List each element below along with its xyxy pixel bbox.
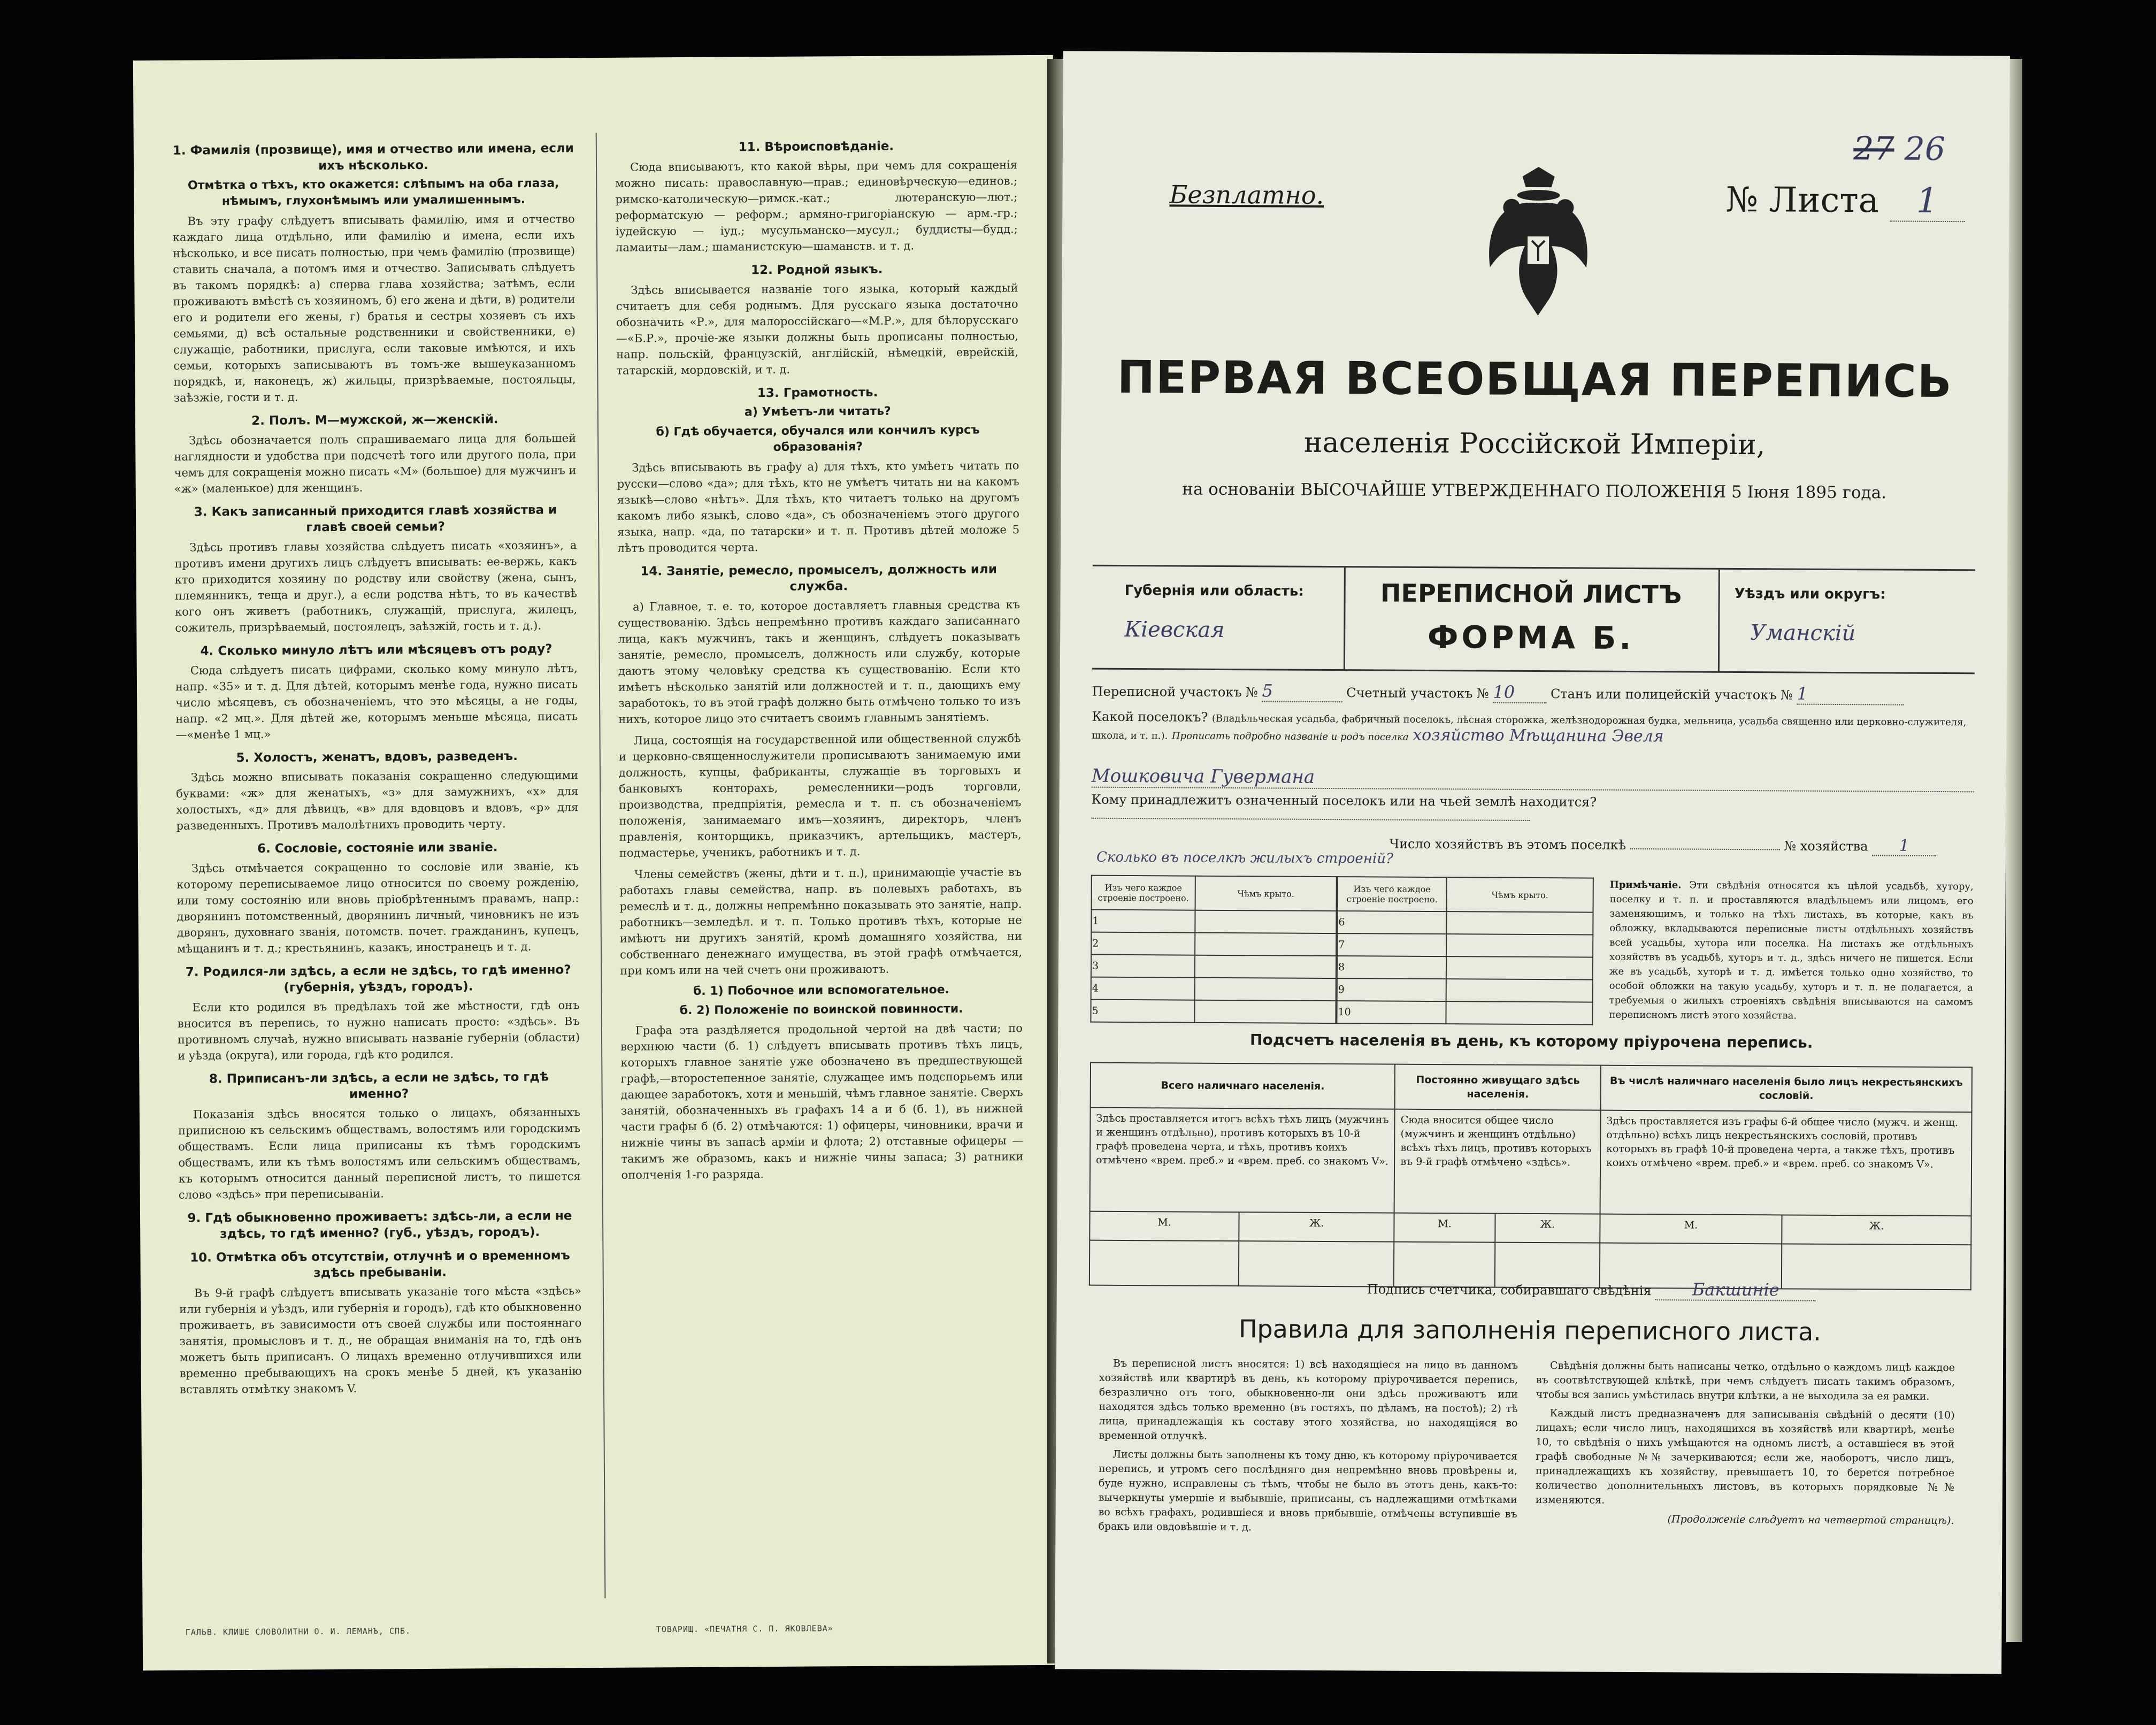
section-heading: 2. Полъ. М—мужской, ж—женскій.	[251, 412, 498, 428]
row-number: 1	[1091, 910, 1195, 933]
signature-label: Подпись счетчика, собиравшаго свѣдѣнія	[1367, 1282, 1652, 1299]
rules-column-1	[1098, 1356, 1518, 1540]
row-number: 9	[1337, 978, 1446, 1001]
section-text: Здѣсь вписывають въ графу а) для тѣхъ, кто умѣетъ читать по русски—слово «да»; для тѣхъ, кто не умѣетъ читать ни на какомъ языкѣ—слово «нѣтъ». Для тѣхъ, кто читаетъ только на другомъ какомъ либо языкѣ, слово «да», съ обозначеніемъ этого другого языка, напр. «да, по татарски» и т. п. Противъ дѣтей моложе 5 лѣтъ проводится черта.	[617, 459, 1020, 555]
census-subtitle: населенія Россійской Имперіи,	[1303, 426, 1766, 462]
poselok-value[interactable]: хозяйство Мѣщанина Эвеля	[1413, 725, 1664, 746]
table-row[interactable]	[1337, 911, 1593, 935]
section-text: Члены семействъ (жены, дѣти и т. п.), принимающіе участіе въ работахъ главы семейства, напр. въ полевыхъ работахъ, въ ремеслѣ и т. д., должны непремѣнно показывать это занятіе, напр. работникъ—земледѣл. и т. п. Только противъ тѣхъ, которые не имѣютъ ни другихъ занятій, кромѣ домашняго хозяйства, ни собственнаго денежнаго имущества, въ этой графѣ отмѣчается, при комъ или на чей счетъ они проживаютъ.	[619, 865, 1023, 977]
table-row[interactable]	[1091, 910, 1336, 933]
table-row[interactable]	[1091, 1000, 1336, 1023]
poselok-label: Какой поселокъ?	[1092, 709, 1208, 725]
schetny-label: Счетный участокъ №	[1346, 685, 1489, 701]
row-number: 5	[1091, 1000, 1194, 1023]
row-number: 3	[1091, 955, 1195, 978]
population-count-title: Подсчетъ населенія въ день, къ которому пріурочена перепись.	[1250, 1031, 1813, 1052]
row-number: 8	[1337, 956, 1446, 979]
rules-text: Въ переписной листъ вносятся: 1) всѣ находящiеся на лицо въ данномъ хозяйствѣ или квартирѣ въ день, къ которому пріурочивается перепись, безразлично отъ того, обыкновенно-ли они здѣсь проживаютъ или находятся здѣсь только временно (въ гостяхъ, по дѣламъ, на постоѣ); 2) тѣ лица, принадлежащія къ составу этого хозяйства, но находящіяся во временной отлучкѣ.	[1099, 1357, 1518, 1442]
sheet-number: 26	[1904, 130, 1946, 168]
section-heading: 13. Грамотность.	[757, 385, 878, 401]
section-text: Въ эту графу слѣдуетъ вписывать фамилію, имя и отчество каждаго лица отдѣльно, или фамилію и имена, если ихъ нѣсколько, и все писать полностью, при чемъ фамилію (прозвище) ставить сначала, а потомъ имя и отчество. Записывать слѣдуетъ въ такомъ порядкѣ: а) сперва глава хозяйства; затѣмъ, если проживаютъ вмѣстѣ съ хозяиномъ, б) его жена и дѣти, в) родители его и родители его жены, г) братья и сестры хозяевъ съ ихъ семьями, д) всѣ остальные родственники и свойственники, е) служащіе, работники, прислуга, если таковые имѣются, и ихъ семьи, которыхъ записываютъ въ томъ-же вышеуказанномъ порядкѣ, и, наконецъ, ж) жильцы, призрѣваемые, постояльцы, заѣзжіе, гости и т. д.	[172, 212, 576, 404]
pop-text-present: Здѣсь проставляется итогъ всѣхъ тѣхъ лицъ (мужчинъ и женщинъ отдѣльно), противъ которыхъ въ 10-й графѣ проведена черта, и тѣхъ, противъ коихъ отмѣчено «врем. преб.» и «врем. преб. со знакомъ V».	[1090, 1108, 1395, 1213]
stan-value[interactable]: 1	[1797, 684, 1904, 706]
sheet-number-handwritten	[1853, 130, 1945, 168]
male-label: М.	[1600, 1214, 1782, 1244]
female-label: Ж.	[1495, 1214, 1600, 1243]
uezd-value[interactable]: Уманскій	[1750, 620, 1856, 646]
divider	[1344, 568, 1346, 669]
census-title: ПЕРВАЯ ВСЕОБЩАЯ ПЕРЕПИСЬ	[1117, 350, 1953, 408]
male-label: М.	[1394, 1213, 1495, 1243]
guberniya-label: Губернія или область:	[1124, 582, 1304, 600]
pop-text-non-peasant: Здѣсь проставляется изъ графы 6-й общее число (мужч. и женщ. отдѣльно) всѣхъ лицъ некрестьянскихъ сословій, противъ которыхъ въ графѣ 10-й проведена черта, а также тѣхъ, противъ коихъ отмѣчено «врем. преб.» и «врем. преб. со знакомъ V».	[1600, 1110, 1971, 1216]
struck-sheet-number: 27	[1853, 130, 1894, 168]
section-text: Здѣсь обозначается полъ спрашиваемаго лица для большей наглядности и удобства при подсчетѣ того или другого пола, при чемъ для сокращенія можно писать «М» (большое) для мужчинъ и «ж» (маленькое) для женщинъ.	[174, 432, 577, 495]
section-heading: 7. Родился-ли здѣсь, а если не здѣсь, то гдѣ именно? (губернія, уѣздъ, городъ).	[185, 963, 571, 995]
section-heading: 6. Сословіе, состояніе или званіе.	[257, 840, 498, 856]
pop-header-present: Всего наличнаго населенія.	[1091, 1063, 1395, 1109]
table-row[interactable]	[1337, 1001, 1592, 1025]
rules-column-2	[1535, 1359, 1955, 1543]
uchastok-label: Переписной участокъ №	[1092, 684, 1259, 700]
row-number: 4	[1091, 977, 1195, 1000]
bldg-col-roof: Чѣмъ крыто.	[1447, 877, 1593, 912]
table-row[interactable]	[1091, 955, 1336, 978]
stan-label: Станъ или полицейскій участокъ №	[1550, 686, 1793, 703]
section-subheading: а) Умѣетъ-ли читать?	[744, 404, 891, 419]
section-subheading: б. 2) Положеніе по воинской повинности.	[679, 1002, 963, 1018]
rules-columns	[1098, 1356, 1955, 1543]
section-text: Графа эта раздѣляется продольной чертой на двѣ части; по верхнюю части (б. 1) слѣдуетъ вписывать противъ тѣхъ лицъ, которыхъ главное занятіе уже обозначено въ предшествующей графѣ,—второстепенное занятіе, служащее имъ подспорьемъ или дающее заработокъ, хотя и меньшій, чѣмъ главное занятіе. Сверхъ занятій, обозначенныхъ въ графахъ 14 а и б (б. 1), въ нижней части графы б (б. 2) отмѣчаются: 1) офицеры, чиновники, врачи и нижніе чины въ запасѣ армiи и флота; 2) отставные офицеры — такимъ же образомъ, какъ и нижніе чины запаса; 3) ратники ополченія 1-го разряда.	[620, 1022, 1024, 1182]
district-line	[1092, 680, 1975, 706]
pop-male-present-cell[interactable]	[1089, 1240, 1239, 1286]
instructions-column-1	[172, 133, 584, 1601]
row-number: 10	[1337, 1001, 1446, 1024]
imperial-eagle-emblem-icon	[1479, 165, 1598, 321]
buildings-label: Сколько въ поселкѣ жилыхъ строеній?	[1096, 849, 1394, 867]
female-label: Ж.	[1239, 1212, 1394, 1242]
section-text: Здѣсь вписывается названіе того языка, который каждый считаетъ для себя роднымъ. Для русскаго языка достаточно обозначить «Р.», для малороссійскаго—«М.Р.», для бѣлорусскаго—«Б.Р.», прочiе-же языки должны быть прописаны полностью, напр. польскій, французскій, англійскій, нѣмецкій, еврейскій, татарскій, мордовскій, и т. д.	[616, 281, 1019, 377]
section-text: Здѣсь можно вписывать показанія сокращенно следующими буквами: «ж» для женатыхъ, «з» для замужнихъ, «х» для холостыхъ, «д» для дѣвицъ, «в» для вдовцовъ и вдовъ, «р» для разведенныхъ. Противъ малолѣтнихъ проводить черту.	[176, 769, 579, 832]
printer-mark-left: ГАЛЬВ. КЛИШЕ СЛОВОЛИТНИ О. И. ЛЕМАНЪ, СПБ.	[185, 1626, 411, 1637]
buildings-table-right	[1336, 876, 1593, 1025]
section-heading: 12. Родной языкъ.	[750, 262, 883, 278]
section-text: Здѣсь противъ главы хозяйства слѣдуетъ писать «хозяинъ», а противъ имени другихъ лицъ слѣдуетъ вписывать: ее-вержь, какъ кто приходится хозяину по родству или свойству (жена, сынъ, племянникъ, теща и друг.), а если родства нѣтъ, то въ качествѣ кого онъ живетъ (работникъ, служащій, прислуга, жилецъ, сожитель, призрѣваемый, постоялецъ, заѣзжій, гость и т. д.).	[174, 539, 578, 634]
owner-line	[1091, 792, 1974, 827]
bldg-col-roof: Чѣмъ крыто.	[1195, 876, 1337, 911]
households-label: Число хозяйствъ въ этомъ поселкѣ	[1389, 836, 1626, 853]
note-label: Примѣчаніе.	[1609, 879, 1682, 891]
section-text: а) Главное, т. е. то, которое доставляетъ главныя средства къ существованію. Здѣсь непремѣнно противъ каждаго записаннаго лица, какъ мужчинъ, такъ и женщинъ, слѣдуетъ показывать занятіе, ремесло, промыселъ, должность или службу, которые даютъ этому человѣку средства къ существованію. Если кто имѣетъ нѣсколько занятій или должностей и т. п., дающихъ ему заработокъ, то въ этой графѣ должно быть отмѣчено только то изъ нихъ, которое лицо это считаетъ своимъ главнымъ занятіемъ.	[618, 598, 1021, 726]
section-heading: 14. Занятіе, ремесло, промыселъ, должность или служба.	[640, 562, 998, 594]
sheet-number-value[interactable]: 1	[1890, 181, 1965, 222]
divider	[1718, 570, 1720, 671]
rules-continued: (Продолженіе слѣдуетъ на четвертой страницѣ).	[1667, 1513, 1954, 1527]
owner-value[interactable]	[1091, 818, 1530, 821]
schetny-value[interactable]: 10	[1493, 682, 1546, 704]
pop-text-resident: Сюда вносится общее число (мужчинъ и женщинъ отдѣльно) всѣхъ тѣхъ лицъ, противъ которыхъ въ 9-й графѣ отмѣчено «здѣсь».	[1394, 1109, 1601, 1214]
pop-header-resident: Постоянно живущаго здѣсь населенія.	[1395, 1064, 1601, 1110]
row-number: 6	[1337, 911, 1446, 934]
signature-line	[1367, 1277, 1955, 1302]
household-no-value[interactable]: 1	[1872, 836, 1936, 856]
form-name: ФОРМА Б.	[1427, 618, 1635, 656]
section-heading: 5. Холостъ, женатъ, вдовъ, разведенъ.	[236, 749, 518, 765]
poselok-value-continued[interactable]: Мошковича Гувермана	[1092, 765, 1974, 793]
instructions-column-2	[596, 130, 1026, 1598]
section-heading: 11. Вѣроисповѣданіе.	[738, 139, 894, 155]
section-text: Если кто родился въ предѣлахъ той же мѣстности, гдѣ онъ вносится въ перепись, то нужно написать просто: «здѣсь». Въ противномъ случаѣ, нужно вписывать названіе губерніи (области) и уѣзда (округа), или города, гдѣ кто родился.	[177, 999, 580, 1062]
census-legal-basis: на основаніи ВЫСОЧАЙШЕ УТВЕРЖДЕННАГО ПОЛОЖЕНІЯ 5 Іюня 1895 года.	[1182, 479, 1887, 503]
signature-value[interactable]: Бакшиніе	[1655, 1279, 1816, 1301]
census-form-page	[1055, 51, 2010, 1674]
rules-title: Правила для заполненія переписного листа.	[1238, 1314, 1822, 1346]
male-label: М.	[1089, 1212, 1239, 1241]
section-subheading: б) Гдѣ обучается, обучался или кончилъ курсъ образованія?	[656, 423, 980, 454]
section-heading: 4. Сколько минуло лѣтъ или мѣсяцевъ отъ роду?	[200, 642, 553, 658]
section-text: Сюда слѣдуетъ писать цифрами, сколько кому минуло лѣтъ, напр. «35» и т. д. Для дѣтей, которымъ менѣе года, нужно писать число мѣсяцевъ, съ обозначеніемъ, что это мѣсяцы, а не годы, напр. «2 мц.». Для дѣтей же, которымъ меньше мѣсяца, писать—«менѣе 1 мц.»	[175, 662, 578, 741]
pop-header-non-peasant: Въ числѣ наличнаго населенія было лицъ некрестьянскихъ сословій.	[1600, 1065, 1972, 1113]
buildings-note	[1609, 878, 1973, 1024]
note-text: Эти свѣдѣнія относятся къ цѣлой усадьбѣ, хутору, поселку и т. п. и проставляются владѣльцемъ или лицомъ, его заменяющимъ, и только на тѣхъ листахъ, въ которые, какъ въ обложку, вкладываются переписные листы отдѣльныхъ хозяйствъ всей усадьбы, хутора или поселка. На листахъ же отдѣльныхъ хозяйствъ въ усадьбѣ, хуторъ и т. д., здѣсь ничего не пишется. Если же въ усадьбѣ, хуторѣ и т. д. имѣется только одно хозяйство, то особой обложки на такую усадьбу, хуторъ и т. п. не полагается, а требуемыя о жилыхъ строеніяхъ свѣдѣнія вписываются на самомъ переписномъ листѣ этого хозяйства.	[1609, 879, 1974, 1022]
household-no-label: № хозяйства	[1784, 838, 1868, 854]
table-row[interactable]	[1337, 978, 1593, 1002]
owner-label: Кому принадлежитъ означенный поселокъ или на чьей землѣ находится?	[1091, 792, 1597, 810]
uchastok-value[interactable]: 5	[1262, 680, 1342, 702]
section-subheading: б. 1) Побочное или вспомогательное.	[693, 983, 950, 998]
rules-text: Каждый листъ предназначенъ для записыванія свѣдѣній о десяти (10) лицахъ; если число лицъ, находящихся въ хозяйствѣ или квартирѣ, менѣе 10, то свѣдѣнія о нихъ умѣщаются на одномъ листѣ, а оставшіеся въ этой графѣ свободные №№ зачеркиваются; если же, наоборотъ, число лицъ, принадлежащихъ къ хозяйству, превышаетъ 10, то берется потребное количество дополнительныхъ листовъ, въ которыхъ порядковые №№ изменяются.	[1535, 1407, 1955, 1506]
section-text: Здѣсь отмѣчается сокращенно то сословіе или званіе, къ которому переписываемое лицо относится по своему рожденію, или тому состоянію или вновь пріобрѣтеннымъ правамъ, напр.: дворянинъ потомственный, дворянинъ личный, чиновникъ не изъ дворянъ, духовнаго званія, потомств. почет. гражданинъ, купецъ, мѣщанинъ и т. д.; крестьянинъ, казакъ, иностранецъ и т. д.	[177, 860, 579, 955]
sheet-number-label: № Листа	[1725, 180, 1879, 221]
table-row[interactable]	[1337, 956, 1593, 980]
row-number: 2	[1091, 932, 1195, 955]
section-text: Сюда вписываютъ, кто какой вѣры, при чемъ для сокращенія можно писать: православную—прав.; единовѣрческую—единов.; римско-католическую—римск.-кат.; лютеранскую—лют.; реформатскую — реформ.; армяно-григоріанскую — арм.-гр.; іудейскую — іуд.; мусульманско—мусул.; буддисты—будд.; ламаиты—лам.; шаманистскую—шаманств. и т. д.	[615, 158, 1018, 254]
free-label: Безплатно.	[1169, 180, 1324, 210]
households-value[interactable]	[1630, 848, 1780, 850]
section-text: Показанія здѣсь вносятся только о лицахъ, обязанныхъ приписною къ сельскимъ обществамъ, волостямъ или городскимъ обществамъ. Если лица приписаны къ тѣмъ городскимъ обществамъ, или къ тѣмъ волостямъ или сельскимъ обществамъ, къ которымъ относится данный переписной листъ, то пишется слово «здѣсь» при переписыванiи.	[178, 1106, 581, 1201]
section-heading: 3. Какъ записанный приходится главѣ хозяйства и главѣ своей семьи?	[194, 503, 557, 535]
printer-mark-right: ТОВАРИЩ. «ПЕЧАТНЯ С. П. ЯКОВЛЕВА»	[656, 1623, 833, 1635]
section-heading: 9. Гдѣ обыкновенно проживаетъ: здѣсь-ли, а если не здѣсь, то гдѣ именно? (губ., уѣздъ, городъ).	[187, 1209, 572, 1241]
poselok-hint: (Владѣльческая усадьба, фабричный поселокъ, лѣсная сторожка, желѣзнодорожная будка, мельница, усадьба священно или церковно-служителя, школа, и т. п.).	[1092, 712, 1967, 742]
population-count-table	[1089, 1062, 1973, 1291]
section-subheading: Отмѣтка о тѣхъ, кто окажется: слѣпымъ на оба глаза, нѣмымъ, глухонѣмымъ или умалишеннымъ.	[187, 177, 559, 209]
rules-text: Свѣдѣнія должны быть написаны четко, отдѣльно о каждомъ лицѣ каждое въ соотвѣтствующей клѣткѣ, при чемъ слѣдуетъ писать такимъ образомъ, чтобы вся запись умѣстилась внутри клѣтки, а не выходила за ея рамки.	[1536, 1360, 1955, 1402]
section-heading: 1. Фамилія (прозвище), имя и отчество или имена, если ихъ нѣсколько.	[172, 141, 574, 173]
form-title: ПЕРЕПИСНОЙ ЛИСТЪ	[1380, 578, 1682, 609]
bldg-col-material: Изъ чего каждое строеніе построено.	[1338, 877, 1447, 911]
section-text: Лица, состоящія на государственной или общественной службѣ и церковно-священнослужители прописываютъ занимаемую ими должность, купцы, фабриканты, служащіе въ торговыхъ и банковыхъ конторахъ, ремесленники—родъ торговли, производства, предпріятія, ремесла и т. п. съ обозначеніемъ положенія, занимаемаго имъ—хозяинъ, директоръ, членъ правленія, конторщикъ, приказчикъ, артельщикъ, мастеръ, подмастерье, ученикъ, работникъ и т. д.	[618, 732, 1022, 860]
section-heading: 8. Приписанъ-ли здѣсь, а если не здѣсь, то гдѣ именно?	[209, 1070, 549, 1101]
section-text: Въ 9-й графѣ слѣдуетъ вписывать указаніе того мѣста «здѣсь» или губернія и уѣздъ, или губернія и городъ), гдѣ кто обыкновенно проживаетъ, въ зависимости отъ своей службы или постояннаго занятія, промысловъ и т. д., не обращая вниманія на то, гдѣ онъ можетъ быть приписанъ. О лицахъ временно отлучившихся или временно пребывающихъ на срокъ менѣе 5 дней, къ указанiю вставлять отмѣтку знакомъ V.	[179, 1284, 582, 1396]
table-row[interactable]	[1337, 933, 1593, 957]
instructions-page	[133, 55, 1063, 1670]
uezd-label: Уѣздъ или округъ:	[1734, 585, 1886, 603]
row-number: 7	[1337, 933, 1446, 956]
table-row[interactable]	[1091, 932, 1336, 956]
female-label: Ж.	[1782, 1215, 1971, 1245]
guberniya-value[interactable]: Кіевская	[1124, 617, 1225, 642]
form-header-box	[1092, 565, 1975, 674]
settlement-line	[1092, 709, 1974, 748]
table-row[interactable]	[1091, 977, 1336, 1001]
poselok-hint-2: Прописать подробно названіе и родъ поселка	[1171, 730, 1409, 743]
buildings-table-left	[1090, 875, 1337, 1024]
sheet-number-field	[1725, 180, 1965, 222]
bldg-col-material: Изъ чего каждое строеніе построено.	[1092, 876, 1195, 910]
section-heading: 10. Отмѣтка объ отсутствіи, отлучнѣ и о временномъ здѣсь пребываніи.	[190, 1248, 570, 1281]
rules-text: Листы должны быть заполнены къ тому дню, къ которому пріурочивается перепись, и утромъ сего послѣдняго дня непремѣнно вновь провѣрены и, буде нужно, исправлены съ тѣмъ, чтобы не было въ этотъ день, какъ-то: вычеркнуты умершіе и выбывшіе, приписаны, съ надлежащими отмѣтками во всѣхъ графахъ, родившiеся и вновь прибывшіе, отмѣчены вступившіе въ бракъ или овдовѣвшіе и т. д.	[1098, 1448, 1518, 1534]
